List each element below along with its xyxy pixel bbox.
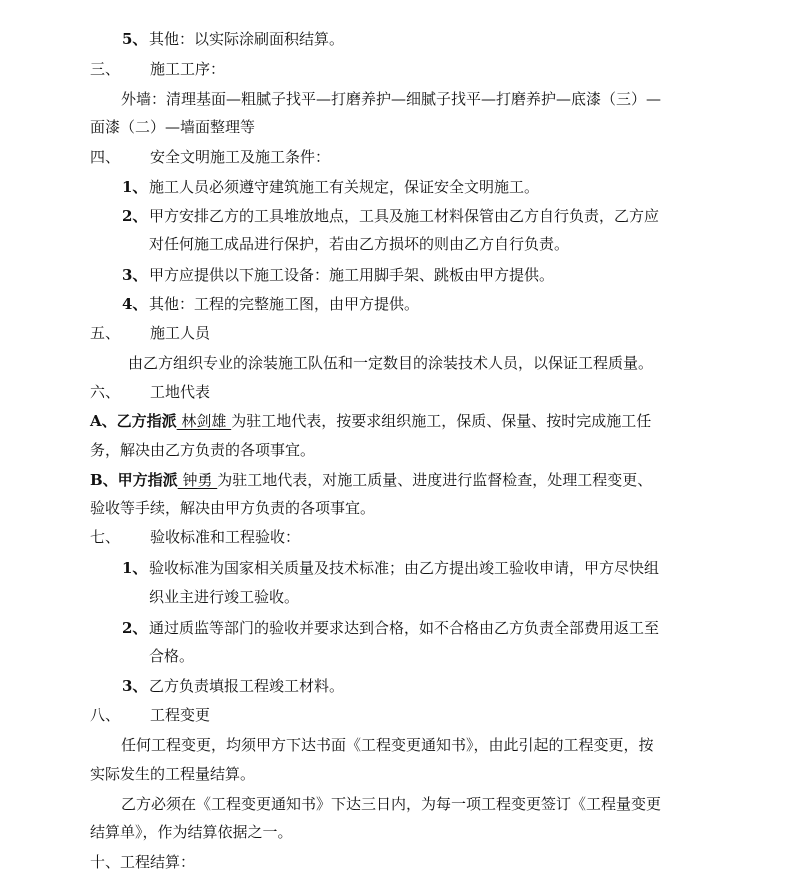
- section-7-heading: [90, 527, 300, 547]
- section-4-item-3: [122, 265, 554, 285]
- item-text: 施工人员必须遵守建筑施工有关规定，保证安全文明施工。: [149, 178, 540, 196]
- item-text: 乙方负责填报工程竣工材料。: [149, 677, 345, 695]
- section-7-item-2: [122, 618, 659, 638]
- change-paragraph-1-line-2: 实际发生的工程量结算。: [90, 765, 256, 783]
- section-4-item-1: [122, 177, 539, 197]
- section-7-item-2-cont: 合格。: [149, 647, 195, 665]
- section-title: 安全文明施工及施工条件：: [150, 148, 331, 166]
- section-5-heading: [90, 323, 210, 343]
- section-10-heading: 十、工程结算：: [90, 853, 196, 871]
- section-7-item-3: [122, 676, 344, 696]
- representative-b-text: 为驻工地代表，对施工质量、进度进行监督检查，处理工程变更、: [217, 471, 653, 489]
- section-6-heading: [90, 382, 210, 402]
- item-text: 验收标准为国家相关质量及技术标准；由乙方提出竣工验收申请，甲方尽快组: [149, 559, 660, 577]
- section-4-item-2-cont: 对任何施工成品进行保护，若由乙方损坏的则由乙方自行负责。: [149, 235, 570, 253]
- client-representative-name: 钟勇: [177, 471, 218, 489]
- item-number: 5、: [122, 30, 148, 48]
- contractor-representative-name: 林剑雄: [176, 412, 232, 430]
- representative-a-prefix: A、乙方指派: [90, 412, 177, 430]
- representative-b-line: [90, 470, 652, 490]
- clause-2-item-5: [122, 29, 344, 49]
- section-number: 四、: [90, 148, 121, 166]
- item-text: 通过质监等部门的验收并要求达到合格，如不合格由乙方负责全部费用返工至: [149, 619, 660, 637]
- item-number: 3、: [122, 677, 148, 695]
- section-number: 七、: [90, 528, 121, 546]
- representative-b-cont: 验收等手续，解决由甲方负责的各项事宜。: [90, 499, 376, 517]
- section-number: 八、: [90, 706, 121, 724]
- section-title: 施工工序：: [150, 60, 226, 78]
- item-number: 2、: [122, 619, 148, 637]
- representative-a-cont: 务，解决由乙方负责的各项事宜。: [90, 441, 316, 459]
- section-7-item-1-cont: 织业主进行竣工验收。: [149, 588, 300, 606]
- section-title: 工程变更: [150, 706, 211, 724]
- section-title: 验收标准和工程验收：: [150, 528, 301, 546]
- section-8-heading: [90, 705, 210, 725]
- item-number: 1、: [122, 559, 148, 577]
- section-5-paragraph: 由乙方组织专业的涂装施工队伍和一定数目的涂装技术人员，以保证工程质量。: [128, 354, 654, 372]
- representative-a-line: [90, 411, 651, 431]
- item-number: 2、: [122, 207, 148, 225]
- section-title: 施工人员: [150, 324, 211, 342]
- section-title: 工地代表: [150, 383, 211, 401]
- section-number: 三、: [90, 60, 121, 78]
- section-4-heading: [90, 147, 330, 167]
- process-text-line-1: 外墙：清理基面—粗腻子找平—打磨养护—细腻子找平—打磨养护—底漆（三）—: [121, 90, 662, 108]
- item-text: 甲方安排乙方的工具堆放地点，工具及施工材料保管由乙方自行负责，乙方应: [149, 207, 660, 225]
- item-text: 其他：工程的完整施工图，由甲方提供。: [149, 295, 420, 313]
- change-paragraph-2-line-2: 结算单》，作为结算依据之一。: [90, 823, 293, 841]
- process-text-line-2: 面漆（二）—墙面整理等: [90, 118, 256, 136]
- item-text: 其他：以实际涂刷面积结算。: [149, 30, 345, 48]
- change-paragraph-1-line-1: 任何工程变更，均须甲方下达书面《工程变更通知书》，由此引起的工程变更，按: [121, 736, 654, 754]
- representative-b-prefix: B、甲方指派: [90, 471, 178, 489]
- representative-a-text: 为驻工地代表，按要求组织施工，保质、保量、按时完成施工任: [231, 412, 652, 430]
- section-7-item-1: [122, 558, 659, 578]
- item-number: 3、: [122, 266, 148, 284]
- section-4-item-2: [122, 206, 659, 226]
- item-number: 1、: [122, 178, 148, 196]
- item-text: 甲方应提供以下施工设备：施工用脚手架、跳板由甲方提供。: [149, 266, 555, 284]
- section-number: 五、: [90, 324, 121, 342]
- section-3-heading: [90, 59, 225, 79]
- section-number: 六、: [90, 383, 121, 401]
- change-paragraph-2-line-1: 乙方必须在《工程变更通知书》下达三日内，为每一项工程变更签订《工程量变更: [121, 795, 662, 813]
- item-number: 4、: [122, 295, 148, 313]
- section-4-item-4: [122, 294, 419, 314]
